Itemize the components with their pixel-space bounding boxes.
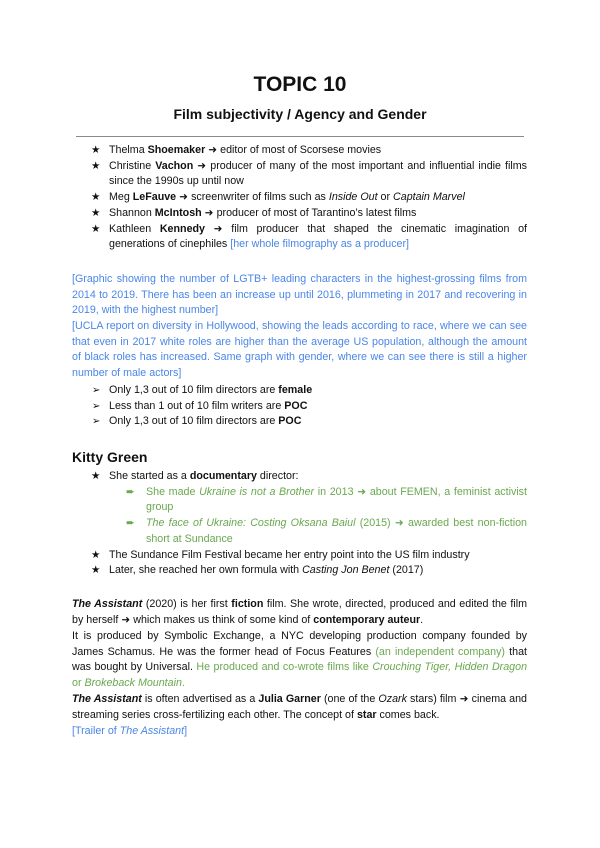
list-item: ★ Christine Vachon ➜ producer of many of the most important and influential indie films since the 1990s up until now xyxy=(91,159,527,188)
star-bullet-icon: ★ xyxy=(91,144,101,156)
list-item: ★ Later, she reached her own formula with Casting Jon Benet (2017) xyxy=(72,563,527,579)
star-bullet-icon: ★ xyxy=(91,548,101,561)
people-list xyxy=(72,143,527,253)
stats-list xyxy=(72,383,527,430)
list-item: ➨ She made Ukraine is not a Brother in 2013 ➜ about FEMEN, a feminist activist group xyxy=(126,485,527,514)
filmography-note: [her whole filmography as a producer] xyxy=(230,238,410,251)
list-item: ★ Meg LeFauve ➜ screenwriter of films such as Inside Out or Captain Marvel xyxy=(72,190,527,206)
triangle-bullet-icon: ➢ xyxy=(92,400,101,412)
section-heading: Kitty Green xyxy=(72,449,148,465)
assistant-paragraph: The Assistant (2020) is her first fiction film. She wrote, directed, produced and edited the film by herself ➜ which makes us think of some kind of contemporary auteur. xyxy=(72,598,528,626)
arrow-icon: ➜ xyxy=(208,144,218,156)
arrow-icon: ➜ xyxy=(121,613,131,626)
star-bullet-icon: ★ xyxy=(91,191,101,204)
star-bullet-icon: ★ xyxy=(91,222,101,235)
lgtb-graphic-note: [Graphic showing the number of LGTB+ leading characters in the highest-grossing films from 2014 to 2019. There has been an increase up until 2016, plummeting in 2017 and recovering in 2019, with the highest number] xyxy=(72,273,527,317)
advertising-paragraph: The Assistant is often advertised as a Julia Garner (one of the Ozark stars) film ➜ cinema and streaming series cross-fertilizing each other. The concept of star comes back. xyxy=(72,693,527,721)
arrow-bullet-icon: ➨ xyxy=(126,485,135,498)
star-bullet-icon: ★ xyxy=(91,206,101,219)
kitty-green-list xyxy=(72,469,527,579)
list-item: ➢ Less than 1 out of 10 film writers are POC xyxy=(72,399,527,415)
triangle-bullet-icon: ➢ xyxy=(92,385,101,396)
arrow-bullet-icon: ➨ xyxy=(126,517,135,530)
arrow-icon: ➜ xyxy=(197,159,207,172)
star-bullet-icon: ★ xyxy=(91,470,101,482)
page-subtitle: Film subjectivity / Agency and Gender xyxy=(173,106,427,122)
production-paragraph: It is produced by Symbolic Exchange, a NYC developing production company founded by James Schamus. He was the former head of Focus Features (an independent company) that was bought by Universal. He produced and co-wrote films like Crouching Tiger, Hidden Dragon or Brokeback Mountain. xyxy=(72,630,528,690)
list-item: ★ Shannon McIntosh ➜ producer of most of Tarantino’s latest films xyxy=(72,206,527,222)
arrow-icon: ➜ xyxy=(204,206,214,219)
list-item: ★ The Sundance Film Festival became her entry point into the US film industry xyxy=(72,548,527,564)
arrow-icon: ➜ xyxy=(394,517,404,530)
list-item: ➨ The face of Ukraine: Costing Oksana Baiul (2015) ➜ awarded best non-fiction short at Sundance xyxy=(126,517,527,545)
arrow-icon: ➜ xyxy=(213,222,223,235)
list-item: ➢ Only 1,3 out of 10 film directors are POC xyxy=(72,414,527,430)
list-item: ★ She started as a documentary director: xyxy=(72,469,527,485)
arrow-icon: ➜ xyxy=(357,485,367,498)
page-title: TOPIC 10 xyxy=(253,73,347,96)
arrow-icon: ➜ xyxy=(179,191,189,204)
star-bullet-icon: ★ xyxy=(91,564,101,577)
star-bullet-icon: ★ xyxy=(91,159,101,172)
trailer-note: [Trailer of The Assistant] xyxy=(72,725,188,737)
list-item: ★ Thelma Shoemaker ➜ editor of most of Scorsese movies xyxy=(72,143,527,159)
title-divider xyxy=(76,136,524,137)
triangle-bullet-icon: ➢ xyxy=(92,416,101,428)
list-item: ★ Kathleen Kennedy ➜ film producer that shaped the cinematic imagination of generations of cinephiles [her whole filmography as a producer] xyxy=(91,222,527,251)
ucla-report-note: [UCLA report on diversity in Hollywood, showing the leads according to race, where we can see that even in 2017 white roles are higher than the average US population, although the amount of black roles has increased. Same graph with gender, where we can see there is still a higher number of male actors] xyxy=(72,320,527,380)
arrow-icon: ➜ xyxy=(459,693,469,705)
list-item: ➢ Only 1,3 out of 10 film directors are female xyxy=(72,383,527,399)
